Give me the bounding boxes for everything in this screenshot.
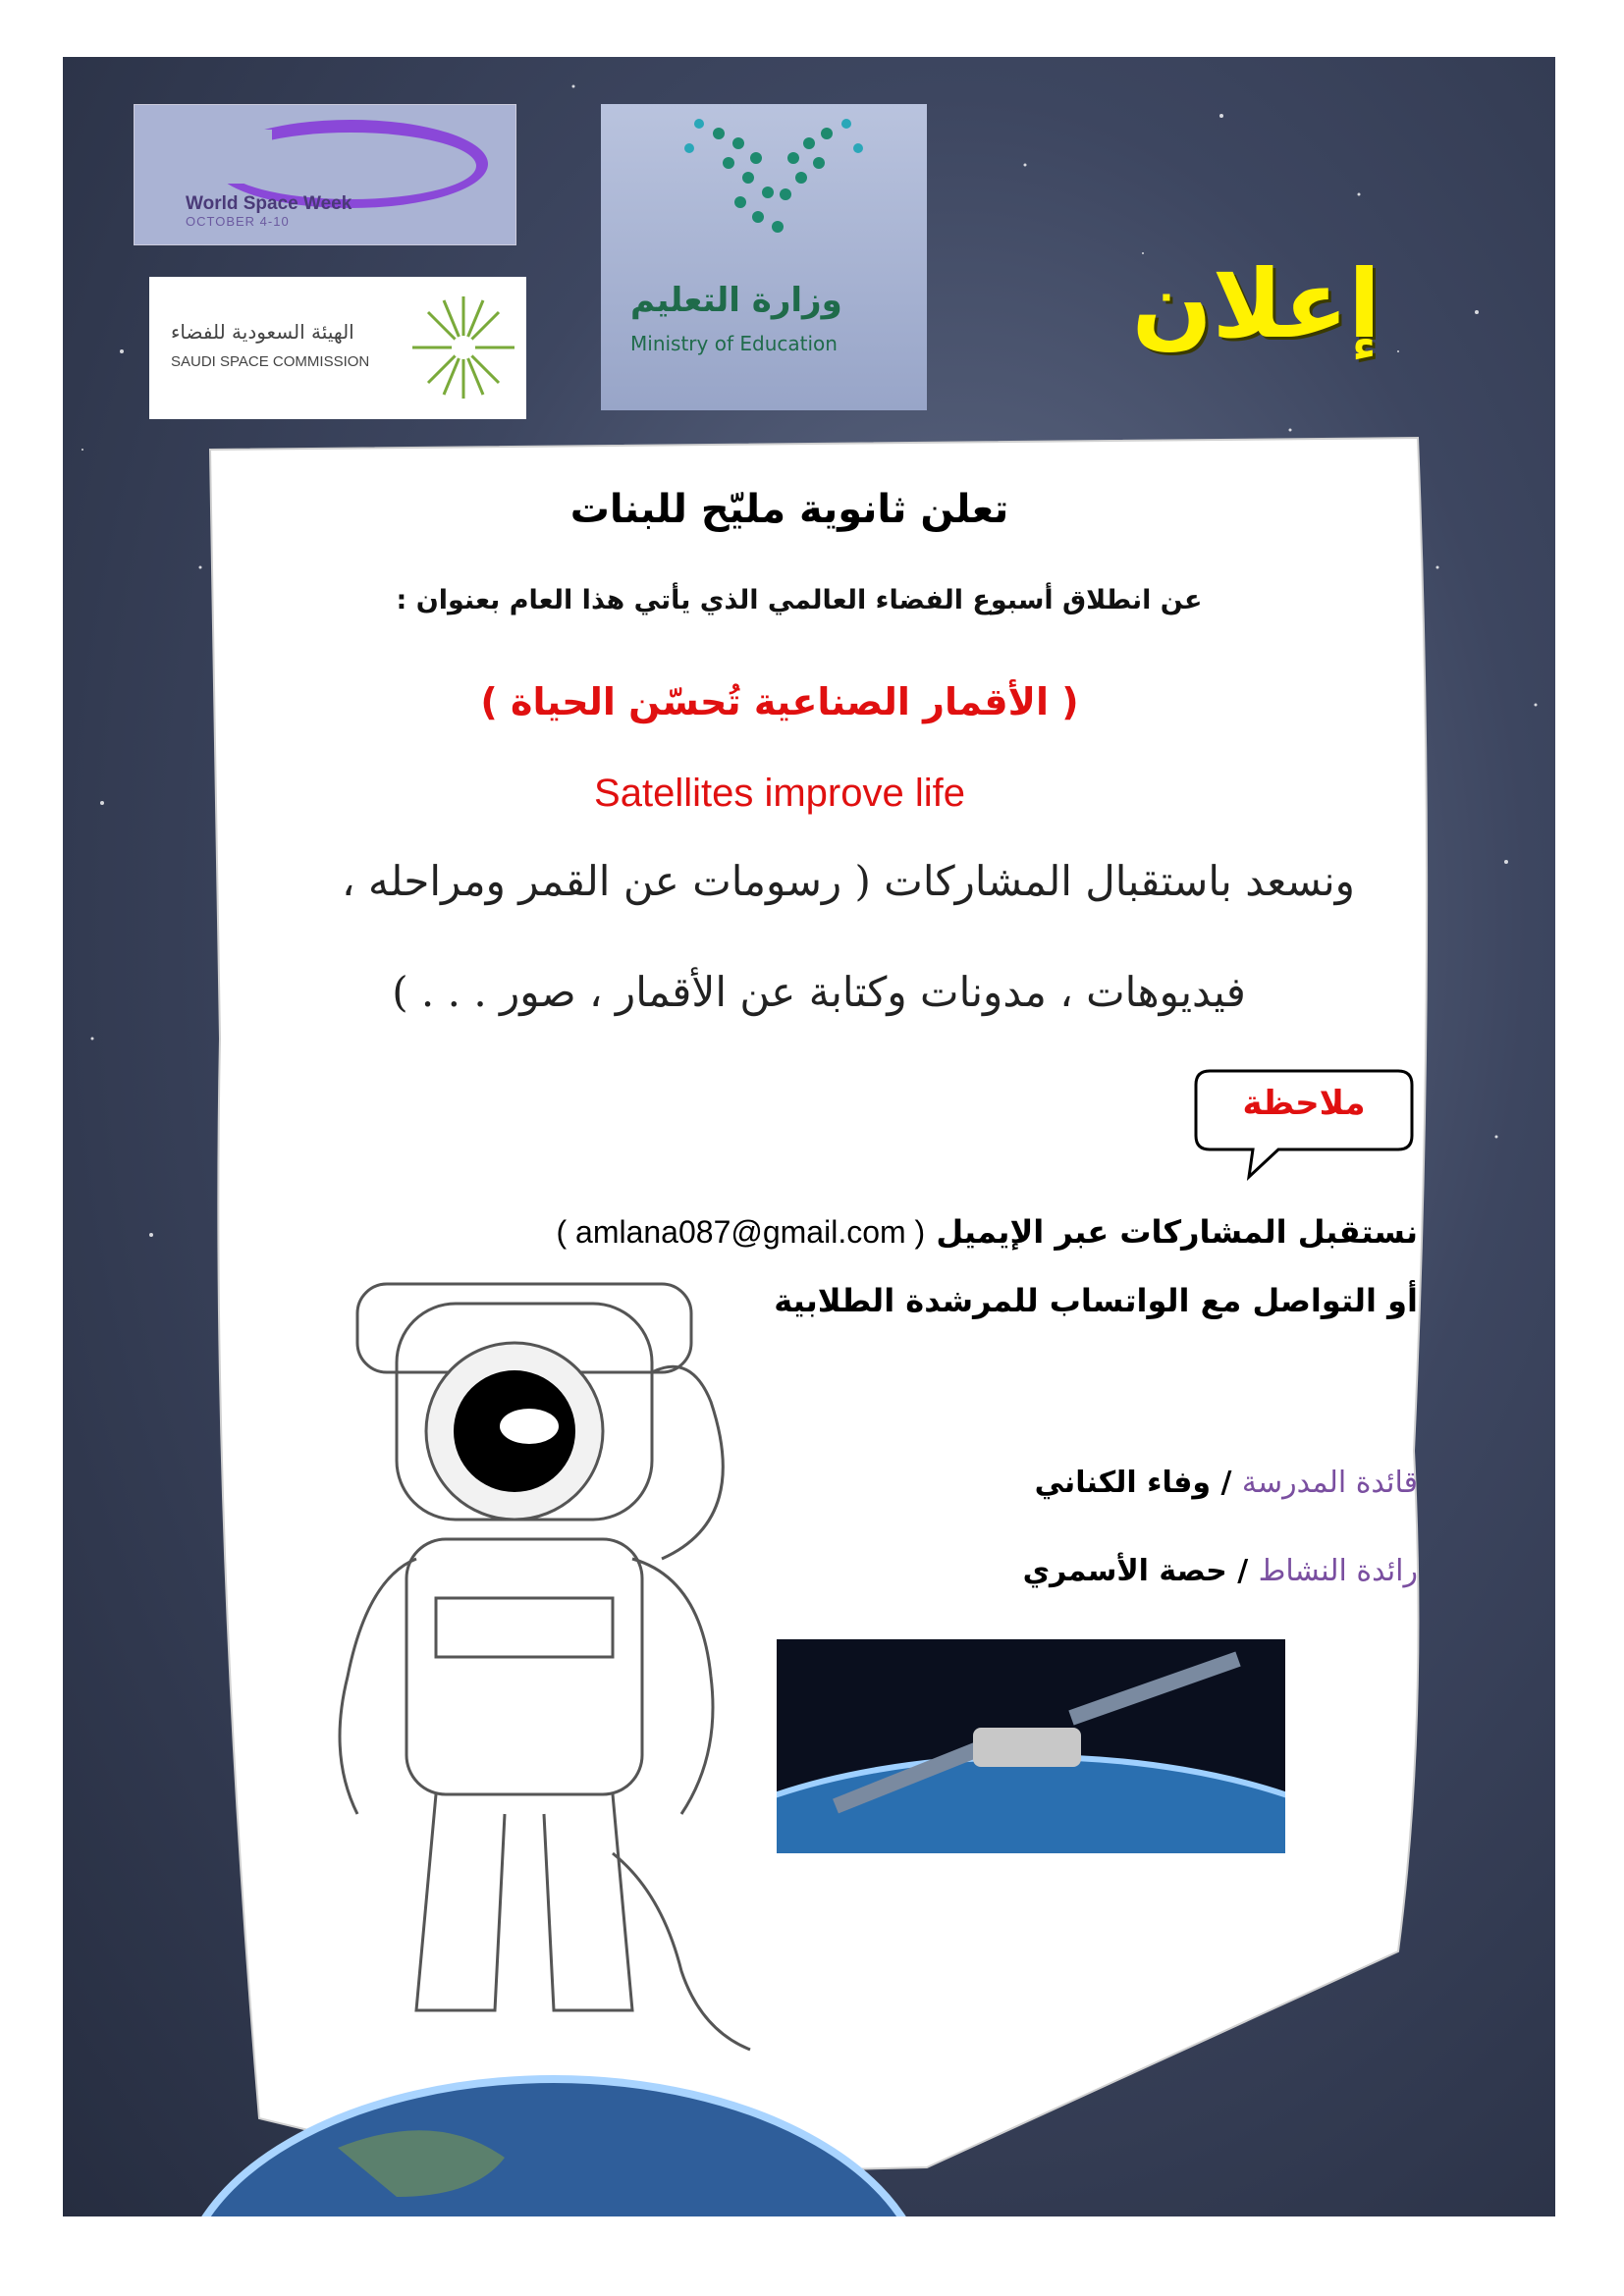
moe-dots-icon xyxy=(601,104,927,261)
wsw-title: World Space Week OCTOBER 4-10 xyxy=(186,193,352,229)
ssc-arabic-name: الهيئة السعودية للفضاء xyxy=(171,320,354,344)
theme-arabic: ( الأقمار الصناعية تُحسّن الحياة ) xyxy=(480,680,1079,723)
signature-name: / حصة الأسمري xyxy=(1022,1554,1249,1588)
ssc-emblem-icon xyxy=(149,277,526,419)
note-label: ملاحظة xyxy=(1242,1084,1366,1123)
email-line xyxy=(475,1213,1418,1251)
signature-role: قائدة المدرسة xyxy=(1241,1466,1418,1500)
school-announcement: تعلن ثانوية مليّح للبنات xyxy=(569,487,1009,532)
intro-text: عن انطلاق أسبوع الفضاء العالمي الذي يأتي هذا العام بعنوان : xyxy=(396,585,1203,615)
call-line-1: ونسعد باستقبال المشاركات ( رسومات عن القمر ومراحله ، xyxy=(342,857,1355,905)
moe-arabic-name: وزارة التعليم xyxy=(630,281,842,320)
whatsapp-line: أو التواصل مع الواتساب للمرشدة الطلابية xyxy=(774,1282,1418,1319)
earth-illustration xyxy=(181,2001,927,2216)
signature-activity-lead xyxy=(848,1554,1418,1588)
astronaut-illustration xyxy=(289,1264,839,2069)
signature-principal xyxy=(848,1466,1418,1500)
ministry-of-education-logo xyxy=(601,104,927,410)
call-line-2: فيديوهات ، مدونات وكتابة عن الأقمار ، صور . . . ) xyxy=(392,968,1246,1016)
poster xyxy=(63,57,1555,2216)
theme-english: Satellites improve life xyxy=(594,772,965,815)
ssc-english-name: SAUDI SPACE COMMISSION xyxy=(171,353,370,370)
announcement-headline: إعلان xyxy=(1131,249,1380,359)
signature-name: / وفاء الكناني xyxy=(1034,1466,1232,1500)
email-text: نستقبل المشاركات عبر الإيميل xyxy=(936,1213,1418,1251)
signature-role: رائدة النشاط xyxy=(1258,1554,1418,1588)
saudi-space-commission-logo xyxy=(149,277,526,419)
satellite-photo xyxy=(777,1639,1285,1853)
world-space-week-logo xyxy=(134,104,516,245)
moe-english-name: Ministry of Education xyxy=(630,332,838,355)
email-address[interactable]: ( amlana087@gmail.com ) xyxy=(556,1214,926,1250)
